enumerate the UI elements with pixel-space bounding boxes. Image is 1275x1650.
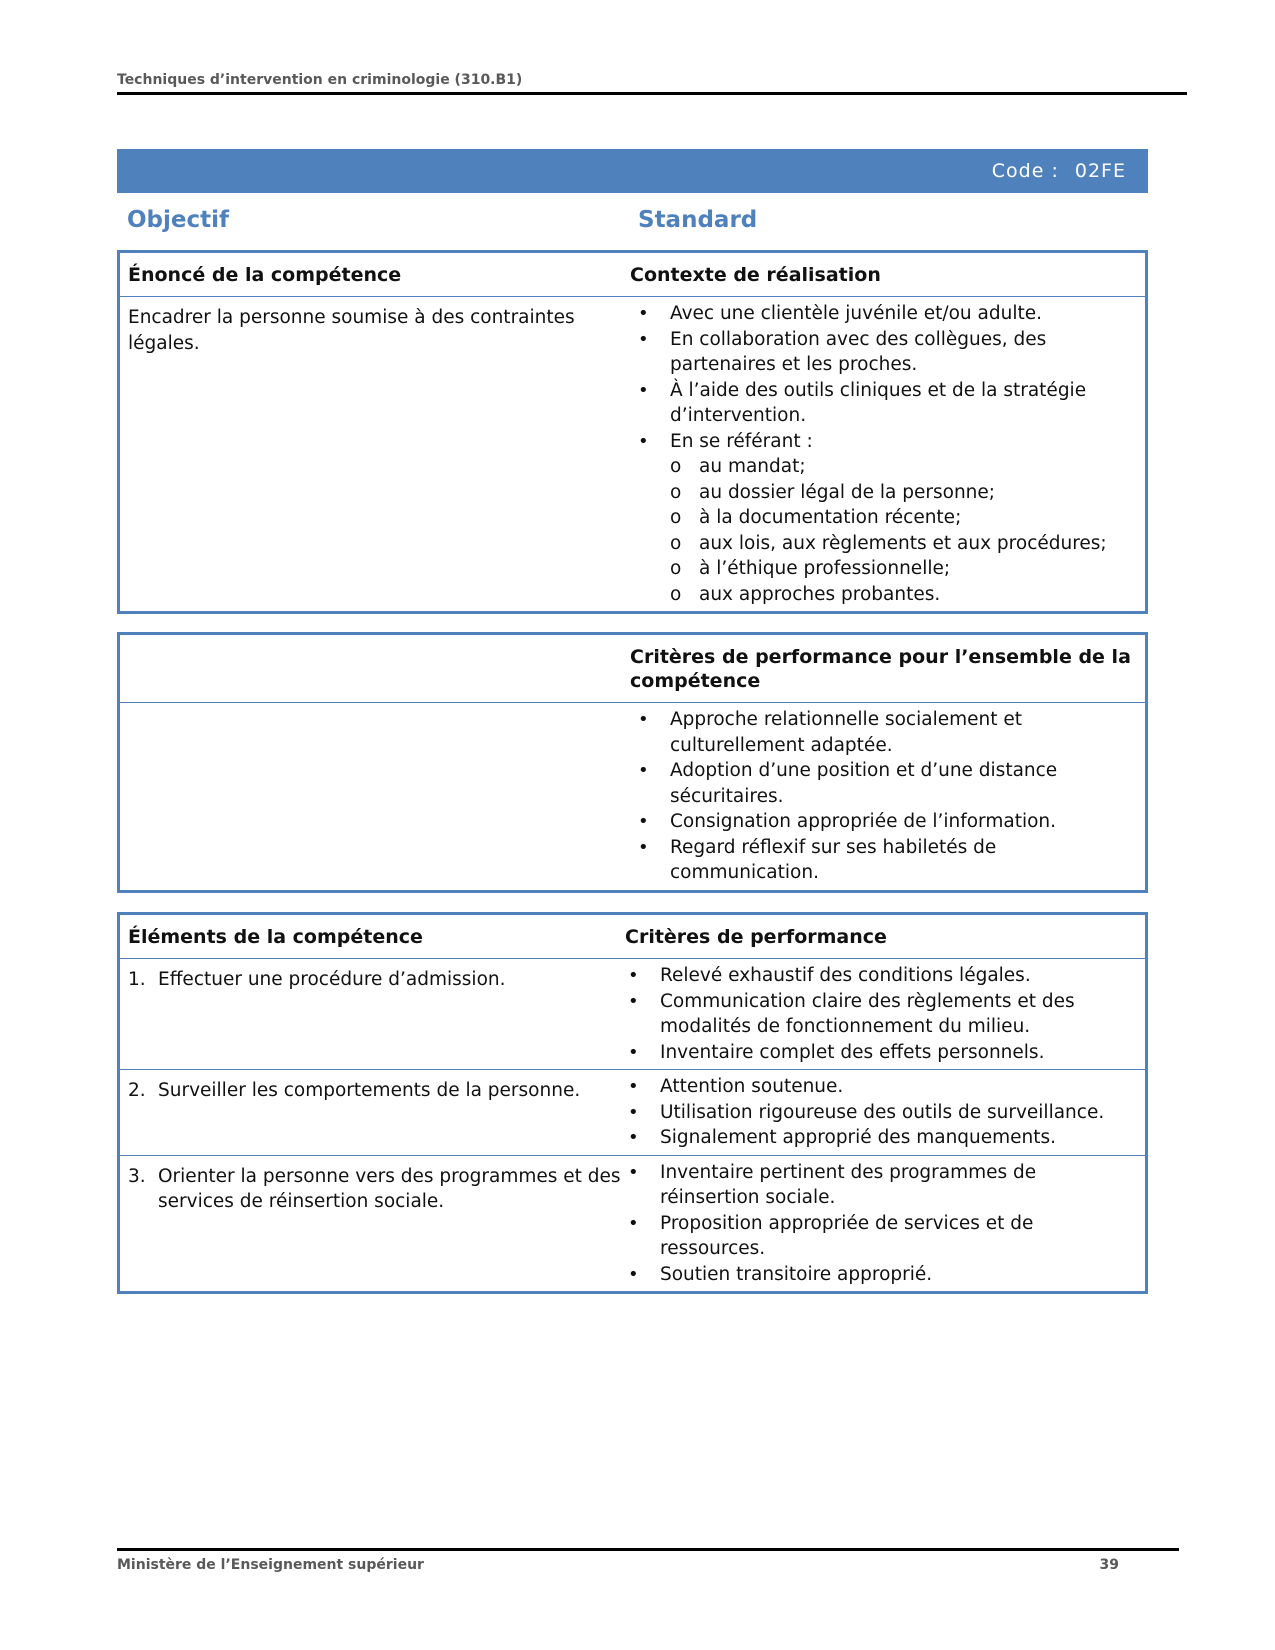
elements-header: Éléments de la compétence — [128, 926, 423, 948]
list-item: • Avec une clientèle juvénile et/ou adulte. — [630, 301, 1135, 327]
element-cell — [120, 959, 630, 1069]
page-header — [117, 72, 1187, 95]
footer-publisher: Ministère de l’Enseignement supérieur — [117, 1557, 424, 1573]
statement-header: Énoncé de la compétence — [128, 264, 402, 286]
list-item: • Utilisation rigoureuse des outils de surveillance. — [620, 1100, 1135, 1126]
empty-header-cell — [120, 635, 630, 702]
context-cell — [630, 297, 1145, 611]
list-item: • Approche relationnelle socialement et culturellement adaptée. — [630, 707, 1135, 758]
standard-heading: Standard — [638, 207, 758, 233]
list-item: • Adoption d’une position et d’une distance sécuritaires. — [630, 758, 1135, 809]
criteria-cell — [620, 959, 1145, 1069]
global-criteria-cell — [630, 703, 1145, 890]
header-rule — [117, 92, 1187, 95]
sublist-item: o à la documentation récente; — [670, 505, 1135, 531]
context-sublist — [670, 454, 1135, 607]
element-item — [128, 1164, 622, 1215]
table-header-row — [120, 915, 1145, 958]
list-item: • Communication claire des règlements et des modalités de fonctionnement du milieu. — [620, 989, 1135, 1040]
list-item: • Inventaire pertinent des programmes de réinsertion sociale. — [620, 1160, 1135, 1211]
element-text: Orienter la personne vers des programmes et des services de réinsertion sociale. — [158, 1165, 621, 1212]
list-item: • Soutien transitoire approprié. — [620, 1262, 1135, 1288]
table-row — [120, 296, 1145, 611]
list-item: • À l’aide des outils cliniques et de la stratégie d’intervention. — [630, 378, 1135, 429]
table-row — [120, 958, 1145, 1069]
criteria-list — [620, 1160, 1135, 1288]
criteria-cell — [620, 1070, 1145, 1155]
criteria-header: Critères de performance — [625, 926, 887, 948]
elements-table — [117, 912, 1148, 1294]
element-number: 1. — [128, 969, 146, 990]
global-criteria-table — [117, 632, 1148, 893]
element-cell — [120, 1070, 630, 1155]
element-list — [128, 967, 622, 993]
element-text: Effectuer une procédure d’admission. — [158, 969, 506, 990]
code-value: 02FE — [1074, 160, 1126, 182]
element-item — [128, 1078, 622, 1104]
column-headings — [127, 207, 1148, 243]
code-band — [117, 149, 1148, 193]
context-header: Contexte de réalisation — [630, 264, 881, 286]
objective-heading: Objectif — [127, 207, 230, 233]
element-item — [128, 967, 622, 993]
context-list — [630, 301, 1135, 607]
list-item: • Inventaire complet des effets personnels. — [620, 1040, 1135, 1066]
empty-cell — [120, 703, 630, 890]
competency-statement: Encadrer la personne soumise à des contraintes légales. — [128, 307, 575, 354]
list-item: • Signalement approprié des manquements. — [620, 1125, 1135, 1151]
code-label: Code : — [991, 160, 1059, 182]
list-item: • Relevé exhaustif des conditions légales. — [620, 963, 1135, 989]
list-item: • Attention soutenue. — [620, 1074, 1135, 1100]
sublist-item: o aux lois, aux règlements et aux procédures; — [670, 531, 1135, 557]
element-number: 3. — [128, 1165, 146, 1187]
sublist-item: o au mandat; — [670, 454, 1135, 480]
table-row — [120, 1155, 1145, 1292]
table-row — [120, 1069, 1145, 1155]
list-item: • Consignation appropriée de l’information. — [630, 809, 1135, 835]
element-text: Surveiller les comportements de la personne. — [158, 1080, 581, 1101]
sublist-item: o à l’éthique professionnelle; — [670, 556, 1135, 582]
sublist-item: o aux approches probantes. — [670, 582, 1135, 608]
sublist-item: o au dossier légal de la personne; — [670, 480, 1135, 506]
criteria-cell — [620, 1156, 1145, 1292]
global-criteria-list — [630, 707, 1135, 886]
table-header-row — [120, 635, 1145, 702]
global-criteria-header: Critères de performance pour l’ensemble de la compétence — [630, 646, 1131, 692]
criteria-list — [620, 963, 1135, 1065]
table-row — [120, 702, 1145, 890]
list-item-text: En se référant : — [670, 430, 813, 452]
competency-table — [117, 250, 1148, 614]
criteria-list — [620, 1074, 1135, 1151]
element-cell — [120, 1156, 630, 1292]
table-header-row — [120, 253, 1145, 296]
element-list — [128, 1078, 622, 1104]
list-item: • Proposition appropriée de services et de ressources. — [620, 1211, 1135, 1262]
page-footer — [117, 1548, 1179, 1573]
running-title: Techniques d’intervention en criminologie (310.B1) — [117, 72, 523, 88]
element-list — [128, 1164, 622, 1215]
page-number: 39 — [1099, 1557, 1119, 1573]
list-item: • En collaboration avec des collègues, des partenaires et les proches. — [630, 327, 1135, 378]
list-item: • Regard réflexif sur ses habiletés de communication. — [630, 835, 1135, 886]
list-item — [630, 429, 1135, 608]
element-number: 2. — [128, 1080, 146, 1101]
